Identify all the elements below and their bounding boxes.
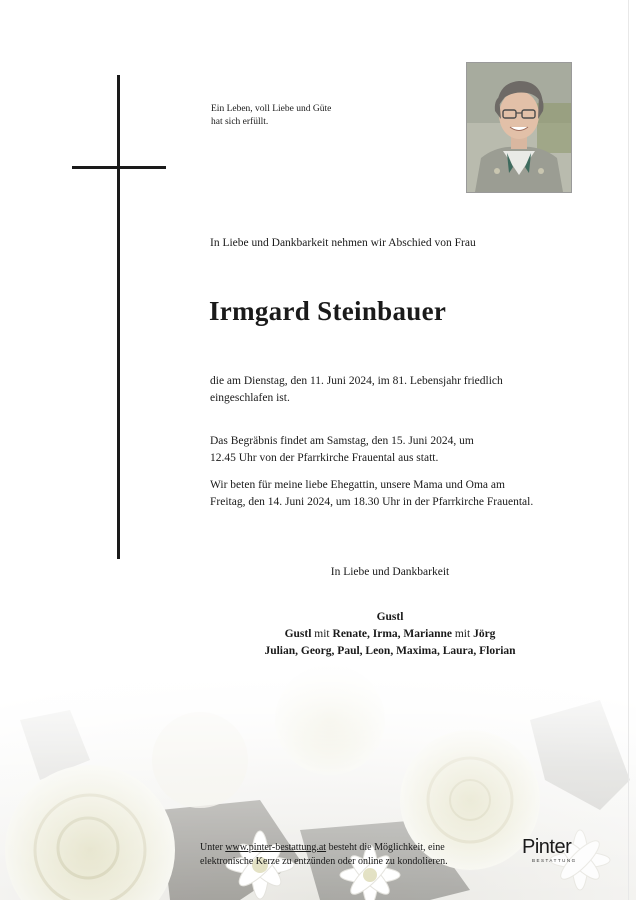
footer-prefix: Unter bbox=[200, 842, 226, 853]
mourner-line-children bbox=[150, 626, 630, 643]
death-notice-line-1: die am Dienstag, den 11. Juni 2024, im 81. Lebensjahr friedlich bbox=[210, 375, 503, 387]
cross-horizontal-bar bbox=[72, 166, 166, 169]
page-edge bbox=[628, 0, 629, 900]
mourner-name: Jörg bbox=[473, 628, 496, 640]
mourners-list bbox=[150, 609, 630, 660]
pinter-logo bbox=[522, 836, 577, 863]
logo-subtitle: BESTATTUNG bbox=[532, 858, 577, 863]
motto bbox=[211, 103, 331, 129]
mourner-name: Gustl bbox=[284, 628, 312, 640]
footer-line-2: elektronische Kerze zu entzünden oder online zu kondolieren. bbox=[200, 856, 448, 867]
mourner-line-grandchildren: Julian, Georg, Paul, Leon, Maxima, Laura, Florian bbox=[264, 645, 516, 657]
footer-note bbox=[200, 841, 520, 869]
footer-line-1 bbox=[200, 841, 520, 855]
deceased-name: Irmgard Steinbauer bbox=[209, 296, 447, 326]
death-notice-line-2: eingeschlafen ist. bbox=[210, 391, 290, 404]
prayer-notice bbox=[210, 477, 590, 510]
funeral-line-1: Das Begräbnis findet am Samstag, den 15. Juni 2024, um bbox=[210, 435, 474, 447]
mourner-connector: mit bbox=[451, 628, 474, 640]
website-link[interactable]: www.pinter-bestattung.at bbox=[225, 842, 327, 853]
closing-text: In Liebe und Dankbarkeit bbox=[330, 566, 450, 578]
prayer-line-1: Wir beten für meine liebe Ehegattin, unsere Mama und Oma am bbox=[210, 479, 505, 491]
mourner-names: Renate, Irma, Marianne bbox=[332, 628, 452, 640]
portrait-photo bbox=[466, 62, 572, 193]
mourner-connector: mit bbox=[311, 628, 333, 640]
motto-line-2: hat sich erfüllt. bbox=[211, 117, 269, 127]
funeral-line-2: 12.45 Uhr von der Pfarrkirche Frauental aus statt. bbox=[210, 451, 439, 464]
prayer-line-2: Freitag, den 14. Juni 2024, um 18.30 Uhr in der Pfarrkirche Frauental. bbox=[210, 495, 534, 508]
footer-suffix: besteht die Möglichkeit, eine bbox=[326, 842, 445, 853]
cross-vertical-bar bbox=[117, 75, 120, 559]
logo-wordmark: Pinter bbox=[522, 836, 572, 858]
motto-line-1: Ein Leben, voll Liebe und Güte bbox=[211, 104, 332, 114]
intro-text: In Liebe und Dankbarkeit nehmen wir Abschied von Frau bbox=[210, 237, 476, 249]
funeral-notice bbox=[210, 433, 590, 466]
death-notice bbox=[210, 373, 590, 406]
mourner-spouse: Gustl bbox=[376, 611, 404, 623]
